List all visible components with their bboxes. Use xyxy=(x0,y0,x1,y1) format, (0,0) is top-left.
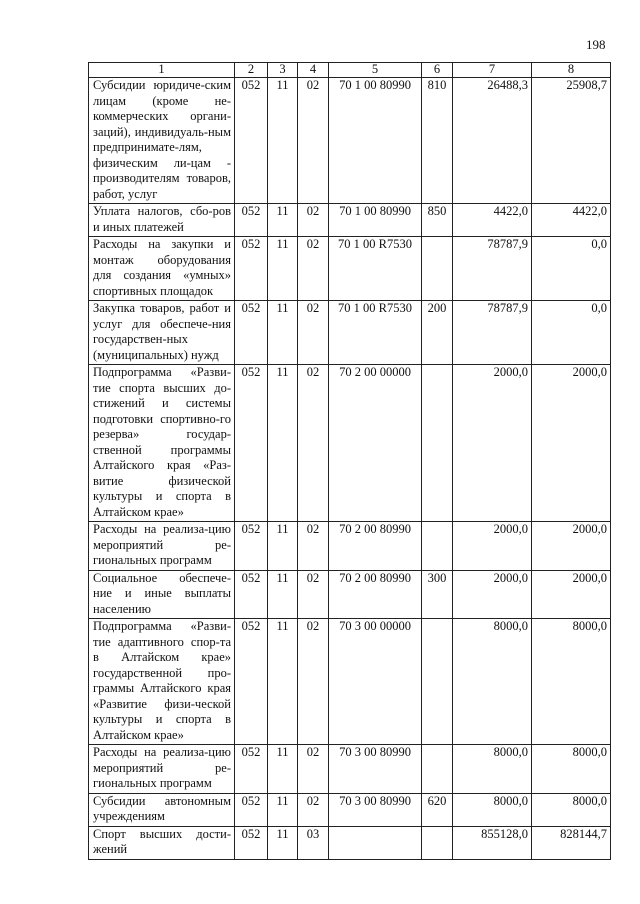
column-header: 1 xyxy=(89,63,235,78)
admin-code-cell: 052 xyxy=(235,204,268,237)
target-item-code-cell: 70 3 00 80990 xyxy=(329,745,422,794)
table-row xyxy=(89,78,611,204)
table-row xyxy=(89,365,611,522)
admin-code-cell: 052 xyxy=(235,619,268,745)
target-item-code-cell: 70 2 00 80990 xyxy=(329,522,422,571)
amount-year-1-cell: 2000,0 xyxy=(453,570,532,619)
expense-type-code-cell: 200 xyxy=(422,301,453,365)
target-item-code-cell: 70 2 00 80990 xyxy=(329,570,422,619)
admin-code-cell: 052 xyxy=(235,570,268,619)
amount-year-1-cell: 2000,0 xyxy=(453,365,532,522)
subsection-code-cell: 02 xyxy=(298,793,329,826)
subsection-code-cell: 02 xyxy=(298,745,329,794)
subsection-code-cell: 02 xyxy=(298,619,329,745)
amount-year-1-cell: 78787,9 xyxy=(453,237,532,301)
amount-year-2-cell: 8000,0 xyxy=(532,619,611,745)
target-item-code-cell: 70 2 00 00000 xyxy=(329,365,422,522)
table-row xyxy=(89,619,611,745)
row-name-cell: Подпрограмма «Разви-тие адаптивного спор-та в Алтайском крае» государственной про-граммы Алтайского края «Развитие физи-ческой культуры и спорта в Алтайском крае» xyxy=(89,619,235,745)
table-row xyxy=(89,522,611,571)
admin-code-cell: 052 xyxy=(235,745,268,794)
subsection-code-cell: 03 xyxy=(298,826,329,859)
budget-table xyxy=(88,62,611,860)
section-code-cell: 11 xyxy=(268,522,298,571)
target-item-code-cell xyxy=(329,826,422,859)
row-name-cell: Субсидии юридиче-ским лицам (кроме не-коммерческих органи-заций), индивидуаль-ным предпринимате-лям, физическим ли-цам - производителям товаров, работ, услуг xyxy=(89,78,235,204)
row-name-cell: Социальное обеспече-ние и иные выплаты населению xyxy=(89,570,235,619)
subsection-code-cell: 02 xyxy=(298,570,329,619)
amount-year-1-cell: 26488,3 xyxy=(453,78,532,204)
admin-code-cell: 052 xyxy=(235,826,268,859)
column-header: 3 xyxy=(268,63,298,78)
row-name-cell: Подпрограмма «Разви-тие спорта высших до-стижений и системы подготовки спортивно-го резерва» государ-ственной программы Алтайского края «Раз-витие физической культуры и спорта в Алтайском крае» xyxy=(89,365,235,522)
table-row xyxy=(89,301,611,365)
expense-type-code-cell: 850 xyxy=(422,204,453,237)
expense-type-code-cell: 300 xyxy=(422,570,453,619)
amount-year-1-cell: 4422,0 xyxy=(453,204,532,237)
expense-type-code-cell xyxy=(422,522,453,571)
amount-year-2-cell: 0,0 xyxy=(532,301,611,365)
target-item-code-cell: 70 3 00 80990 xyxy=(329,793,422,826)
section-code-cell: 11 xyxy=(268,365,298,522)
amount-year-1-cell: 855128,0 xyxy=(453,826,532,859)
amount-year-2-cell: 4422,0 xyxy=(532,204,611,237)
target-item-code-cell: 70 1 00 80990 xyxy=(329,204,422,237)
section-code-cell: 11 xyxy=(268,619,298,745)
table-row xyxy=(89,204,611,237)
target-item-code-cell: 70 1 00 R7530 xyxy=(329,237,422,301)
table-row xyxy=(89,826,611,859)
target-item-code-cell: 70 1 00 R7530 xyxy=(329,301,422,365)
admin-code-cell: 052 xyxy=(235,301,268,365)
table-body xyxy=(89,63,611,860)
row-name-cell: Закупка товаров, работ и услуг для обеспече-ния государствен-ных (муниципальных) нужд xyxy=(89,301,235,365)
column-header: 6 xyxy=(422,63,453,78)
expense-type-code-cell xyxy=(422,365,453,522)
section-code-cell: 11 xyxy=(268,745,298,794)
expense-type-code-cell: 810 xyxy=(422,78,453,204)
row-name-cell: Расходы на реализа-цию мероприятий ре-гиональных программ xyxy=(89,522,235,571)
row-name-cell: Субсидии автономным учреждениям xyxy=(89,793,235,826)
row-name-cell: Расходы на реализа-цию мероприятий ре-гиональных программ xyxy=(89,745,235,794)
amount-year-2-cell: 0,0 xyxy=(532,237,611,301)
column-header: 8 xyxy=(532,63,611,78)
section-code-cell: 11 xyxy=(268,78,298,204)
amount-year-1-cell: 2000,0 xyxy=(453,522,532,571)
amount-year-1-cell: 8000,0 xyxy=(453,619,532,745)
column-header: 7 xyxy=(453,63,532,78)
amount-year-2-cell: 2000,0 xyxy=(532,570,611,619)
amount-year-2-cell: 828144,7 xyxy=(532,826,611,859)
amount-year-2-cell: 25908,7 xyxy=(532,78,611,204)
section-code-cell: 11 xyxy=(268,826,298,859)
row-name-cell: Уплата налогов, сбо-ров и иных платежей xyxy=(89,204,235,237)
amount-year-2-cell: 2000,0 xyxy=(532,365,611,522)
section-code-cell: 11 xyxy=(268,237,298,301)
admin-code-cell: 052 xyxy=(235,78,268,204)
section-code-cell: 11 xyxy=(268,793,298,826)
amount-year-2-cell: 8000,0 xyxy=(532,793,611,826)
amount-year-1-cell: 8000,0 xyxy=(453,793,532,826)
header-row xyxy=(89,63,611,78)
row-name-cell: Спорт высших дости-жений xyxy=(89,826,235,859)
target-item-code-cell: 70 3 00 00000 xyxy=(329,619,422,745)
subsection-code-cell: 02 xyxy=(298,365,329,522)
admin-code-cell: 052 xyxy=(235,237,268,301)
subsection-code-cell: 02 xyxy=(298,204,329,237)
page-number: 198 xyxy=(586,37,606,52)
section-code-cell: 11 xyxy=(268,301,298,365)
section-code-cell: 11 xyxy=(268,204,298,237)
subsection-code-cell: 02 xyxy=(298,301,329,365)
subsection-code-cell: 02 xyxy=(298,78,329,204)
table-row xyxy=(89,745,611,794)
column-header: 5 xyxy=(329,63,422,78)
column-header: 2 xyxy=(235,63,268,78)
row-name-cell: Расходы на закупки и монтаж оборудования для создания «умных» спортивных площадок xyxy=(89,237,235,301)
admin-code-cell: 052 xyxy=(235,365,268,522)
table-row xyxy=(89,793,611,826)
subsection-code-cell: 02 xyxy=(298,522,329,571)
expense-type-code-cell xyxy=(422,619,453,745)
expense-type-code-cell xyxy=(422,826,453,859)
amount-year-1-cell: 78787,9 xyxy=(453,301,532,365)
expense-type-code-cell: 620 xyxy=(422,793,453,826)
amount-year-2-cell: 2000,0 xyxy=(532,522,611,571)
expense-type-code-cell xyxy=(422,745,453,794)
admin-code-cell: 052 xyxy=(235,522,268,571)
column-header: 4 xyxy=(298,63,329,78)
table-row xyxy=(89,570,611,619)
admin-code-cell: 052 xyxy=(235,793,268,826)
amount-year-2-cell: 8000,0 xyxy=(532,745,611,794)
amount-year-1-cell: 8000,0 xyxy=(453,745,532,794)
table-row xyxy=(89,237,611,301)
target-item-code-cell: 70 1 00 80990 xyxy=(329,78,422,204)
subsection-code-cell: 02 xyxy=(298,237,329,301)
expense-type-code-cell xyxy=(422,237,453,301)
section-code-cell: 11 xyxy=(268,570,298,619)
